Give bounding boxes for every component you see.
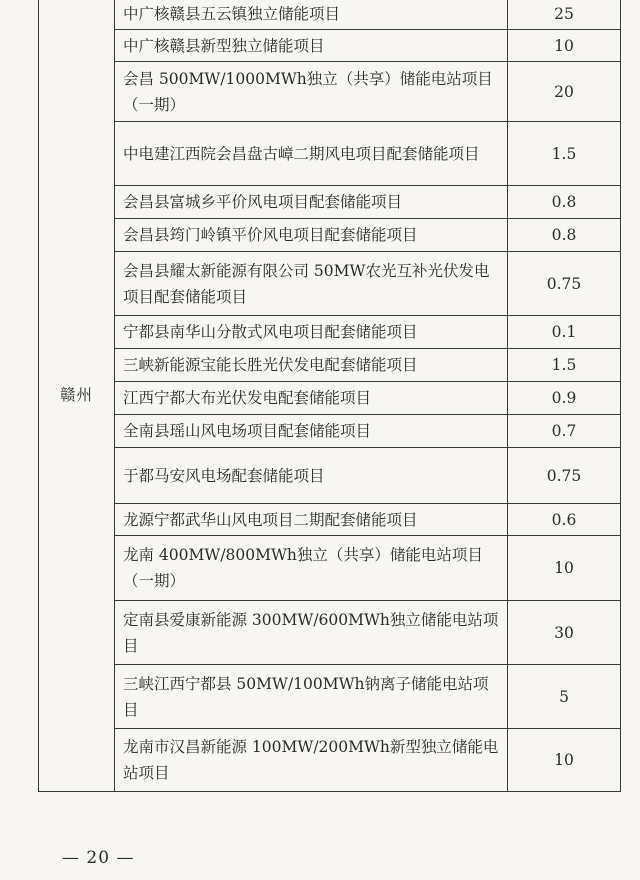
project-name-cell: 龙源宁都武华山风电项目二期配套储能项目: [115, 504, 508, 536]
capacity-value-cell: 0.7: [508, 415, 621, 448]
capacity-value-cell: 1.5: [508, 122, 621, 186]
project-name-cell: 宁都县南华山分散式风电项目配套储能项目: [115, 316, 508, 349]
project-name-cell: 全南县瑶山风电场项目配套储能项目: [115, 415, 508, 448]
capacity-value-cell: 20: [508, 62, 621, 122]
table-row: [39, 382, 621, 415]
table-row: [39, 186, 621, 219]
project-name-cell: 定南县爱康新能源 300MW/600MWh独立储能电站项目: [115, 601, 508, 665]
table-row: [39, 316, 621, 349]
table-row: [39, 665, 621, 729]
project-name-cell: 会昌县耀太新能源有限公司 50MW农光互补光伏发电项目配套储能项目: [115, 252, 508, 316]
capacity-value-cell: 10: [508, 536, 621, 601]
capacity-value-cell: 0.9: [508, 382, 621, 415]
project-name-cell: 三峡江西宁都县 50MW/100MWh钠离子储能电站项目: [115, 665, 508, 729]
project-name-cell: 会昌县筠门岭镇平价风电项目配套储能项目: [115, 219, 508, 252]
capacity-value-cell: 0.6: [508, 504, 621, 536]
table-row: [39, 601, 621, 665]
capacity-value-cell: 25: [508, 0, 621, 30]
project-name-cell: 会昌县富城乡平价风电项目配套储能项目: [115, 186, 508, 219]
storage-project-table: [38, 0, 621, 792]
project-name-cell: 龙南 400MW/800MWh独立（共享）储能电站项目（一期）: [115, 536, 508, 601]
capacity-value-cell: 30: [508, 601, 621, 665]
table-row: [39, 729, 621, 792]
project-name-cell: 江西宁都大布光伏发电配套储能项目: [115, 382, 508, 415]
table-row: [39, 252, 621, 316]
table-row: [39, 0, 621, 30]
capacity-value-cell: 5: [508, 665, 621, 729]
project-name-cell: 于都马安风电场配套储能项目: [115, 448, 508, 504]
table-row: [39, 448, 621, 504]
table-row: [39, 349, 621, 382]
table-row: [39, 219, 621, 252]
project-name-cell: 龙南市汉昌新能源 100MW/200MWh新型独立储能电站项目: [115, 729, 508, 792]
table-row: [39, 536, 621, 601]
capacity-value-cell: 0.1: [508, 316, 621, 349]
project-name-cell: 中电建江西院会昌盘古嶂二期风电项目配套储能项目: [115, 122, 508, 186]
table-row: [39, 504, 621, 536]
region-cell: 赣州: [39, 0, 115, 792]
capacity-value-cell: 10: [508, 729, 621, 792]
capacity-value-cell: 1.5: [508, 349, 621, 382]
table-row: [39, 122, 621, 186]
capacity-value-cell: 0.8: [508, 219, 621, 252]
table-row: [39, 415, 621, 448]
capacity-value-cell: 0.75: [508, 252, 621, 316]
capacity-value-cell: 0.8: [508, 186, 621, 219]
project-name-cell: 会昌 500MW/1000MWh独立（共享）储能电站项目（一期）: [115, 62, 508, 122]
project-name-cell: 三峡新能源宝能长胜光伏发电配套储能项目: [115, 349, 508, 382]
project-name-cell: 中广核赣县新型独立储能项目: [115, 30, 508, 62]
project-name-cell: 中广核赣县五云镇独立储能项目: [115, 0, 508, 30]
capacity-value-cell: 10: [508, 30, 621, 62]
capacity-value-cell: 0.75: [508, 448, 621, 504]
page-number: — 20 —: [62, 848, 135, 868]
table-row: [39, 62, 621, 122]
table-row: [39, 30, 621, 62]
